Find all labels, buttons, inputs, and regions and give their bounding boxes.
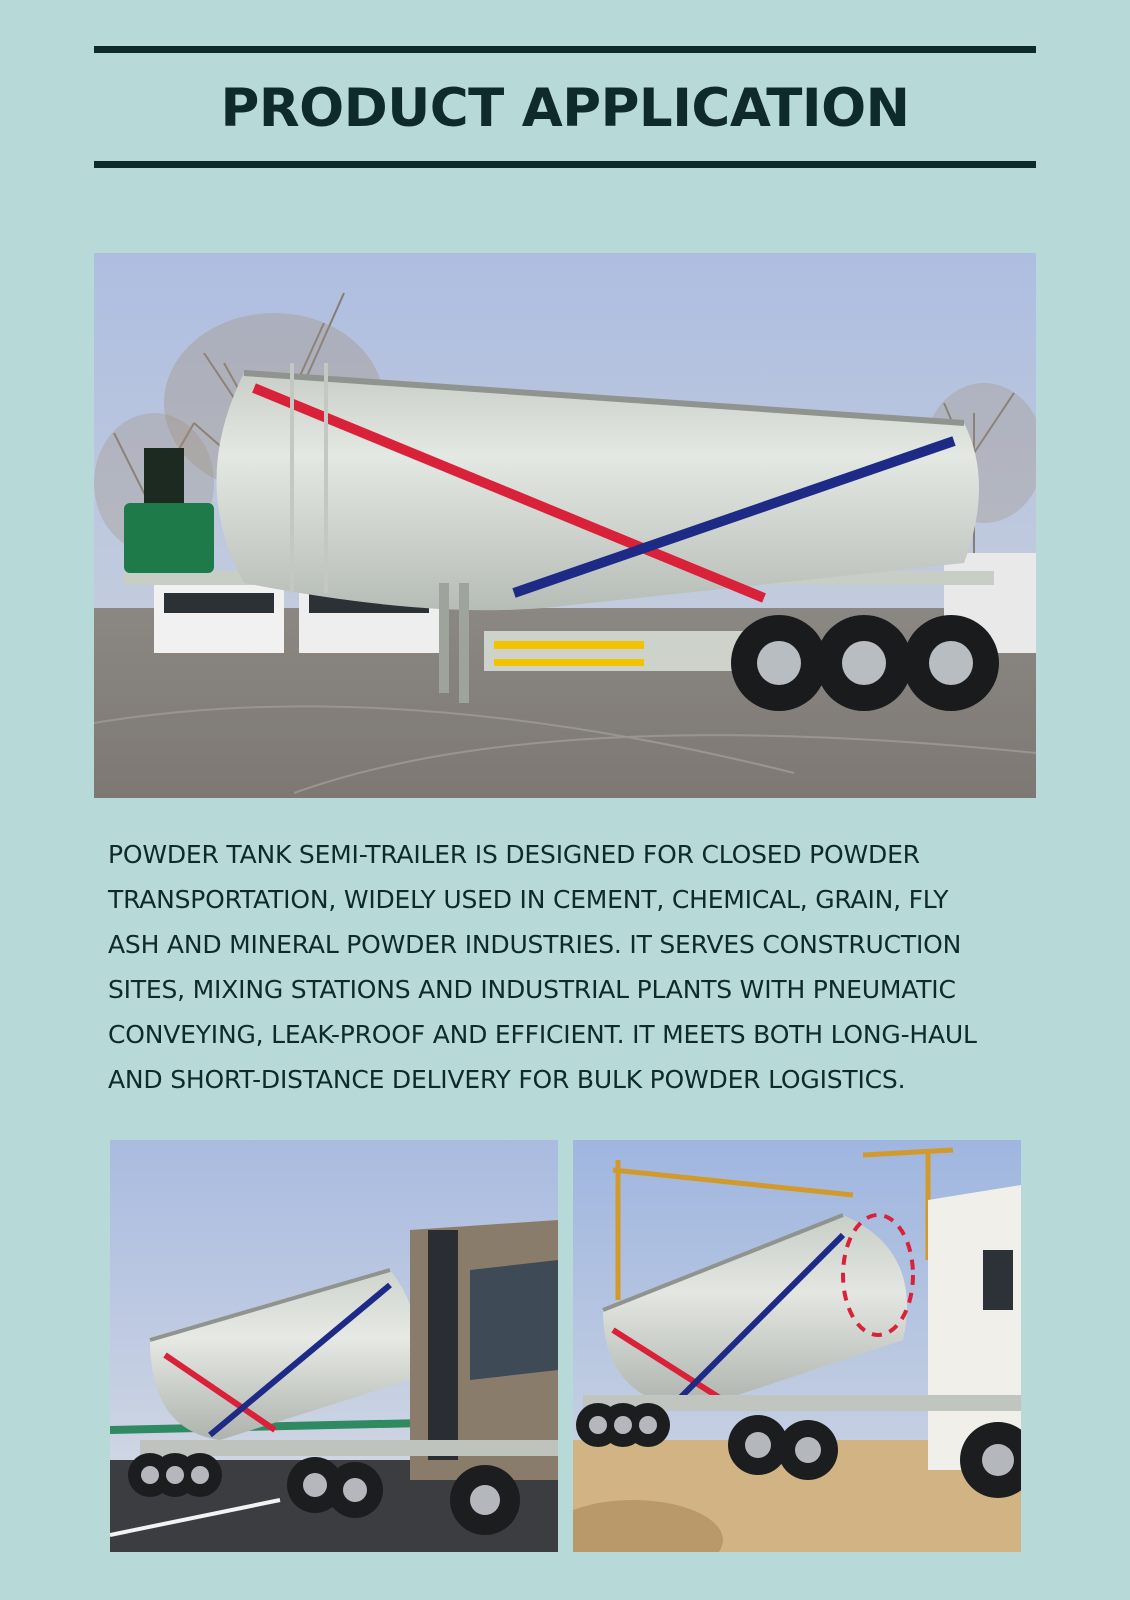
product-description <box>108 832 1028 1102</box>
description-line: TRANSPORTATION, WIDELY USED IN CEMENT, CHEMICAL, GRAIN, FLY <box>108 885 949 914</box>
truck-with-tank-on-road-icon <box>110 1140 558 1552</box>
header-rule-top <box>94 46 1036 53</box>
truck-with-tank-at-construction-site-icon <box>573 1140 1021 1552</box>
gallery-photo-construction-site <box>573 1140 1021 1552</box>
description-line: SITES, MIXING STATIONS AND INDUSTRIAL PLANTS WITH PNEUMATIC <box>108 975 956 1004</box>
description-line: ASH AND MINERAL POWDER INDUSTRIES. IT SERVES CONSTRUCTION <box>108 930 962 959</box>
page-title: PRODUCT APPLICATION <box>220 78 910 139</box>
powder-tank-trailer-icon <box>94 253 1036 798</box>
description-line: CONVEYING, LEAK-PROOF AND EFFICIENT. IT MEETS BOTH LONG-HAUL <box>108 1020 977 1049</box>
gallery-photo-road <box>110 1140 558 1552</box>
header-rule-bottom <box>94 161 1036 168</box>
description-line: POWDER TANK SEMI-TRAILER IS DESIGNED FOR CLOSED POWDER <box>108 840 920 869</box>
hero-trailer-photo <box>94 253 1036 798</box>
description-line: AND SHORT-DISTANCE DELIVERY FOR BULK POWDER LOGISTICS. <box>108 1065 906 1094</box>
